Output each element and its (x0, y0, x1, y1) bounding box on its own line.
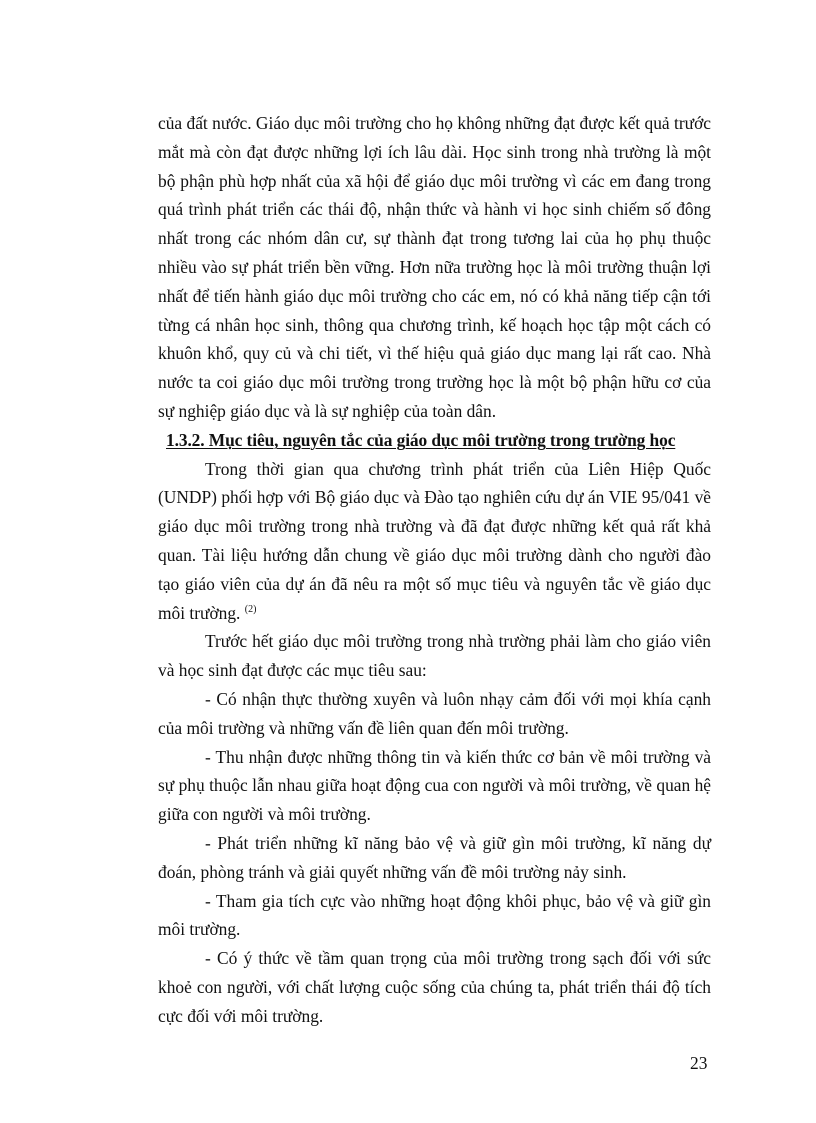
goal-item: - Thu nhận được những thông tin và kiến thức cơ bản về môi trường và sự phụ thuộc lẫn nhau giữa hoạt động cua con người và môi trường, về quan hệ giữa con người và môi trường. (158, 746, 711, 825)
goals-intro-paragraph: Trước hết giáo dục môi trường trong nhà trường phải làm cho giáo viên và học sinh đạt được các mục tiêu sau: (158, 631, 711, 681)
document-page (158, 109, 711, 1031)
goal-item: - Phát triển những kĩ năng bảo vệ và giữ gìn môi trường, kĩ năng dự đoán, phòng tránh và giải quyết những vấn đề môi trường nảy sinh. (158, 832, 711, 882)
section-heading: 1.3.2. Mục tiêu, nguyên tắc của giáo dục môi trường trong trường học (166, 429, 676, 450)
page-number: 23 (690, 1053, 708, 1073)
undp-paragraph-text: Trong thời gian qua chương trình phát triển của Liên Hiệp Quốc (UNDP) phối hợp với Bộ giáo dục và Đào tạo nghiên cứu dự án VIE 95/041 về giáo dục môi trường trong nhà trường và đã đạt được những kết quả rất khả quan. Tài liệu hướng dẫn chung về giáo dục môi trường dành cho người đào tạo giáo viên của dự án đã nêu ra một số mục tiêu và nguyên tắc về giáo dục môi trường. (158, 458, 711, 623)
reference-superscript: (2) (244, 603, 257, 615)
goal-item: - Có nhận thực thường xuyên và luôn nhạy cảm đối với mọi khía cạnh của môi trường và những vấn đề liên quan đến môi trường. (158, 688, 711, 738)
goal-item: - Có ý thức về tầm quan trọng của môi trường trong sạch đối với sức khoẻ con người, với chất lượng cuộc sống của chúng ta, phát triển thái độ tích cực đối với môi trường. (158, 948, 711, 1026)
goal-item: - Tham gia tích cực vào những hoạt động khôi phục, bảo vệ và giữ gìn môi trường. (158, 890, 711, 940)
intro-paragraph: của đất nước. Giáo dục môi trường cho họ không những đạt được kết quả trước mắt mà còn đạt được những lợi ích lâu dài. Học sinh trong nhà trường là một bộ phận phù hợp nhất của xã hội để giáo dục môi trường vì các em đang trong quá trình phát triển các thái độ, nhận thức và hành vi học sinh chiếm số đông nhất trong các nhóm dân cư, sự thành đạt trong tương lai của họ phụ thuộc nhiều vào sự phát triển bền vững. Hơn nữa trường học là môi trường thuận lợi nhất để tiến hành giáo dục môi trường cho các em, nó có khả năng tiếp cận tới từng cá nhân học sinh, thông qua chương trình, kế hoạch học tập một cách có khuôn khổ, quy củ và chi tiết, vì thế hiệu quả giáo dục mang lại rất cao. Nhà nước ta coi giáo dục môi trường trong trường học là một bộ phận hữu cơ của sự nghiệp giáo dục và là sự nghiệp của toàn dân. (158, 113, 711, 421)
undp-paragraph (158, 455, 711, 628)
